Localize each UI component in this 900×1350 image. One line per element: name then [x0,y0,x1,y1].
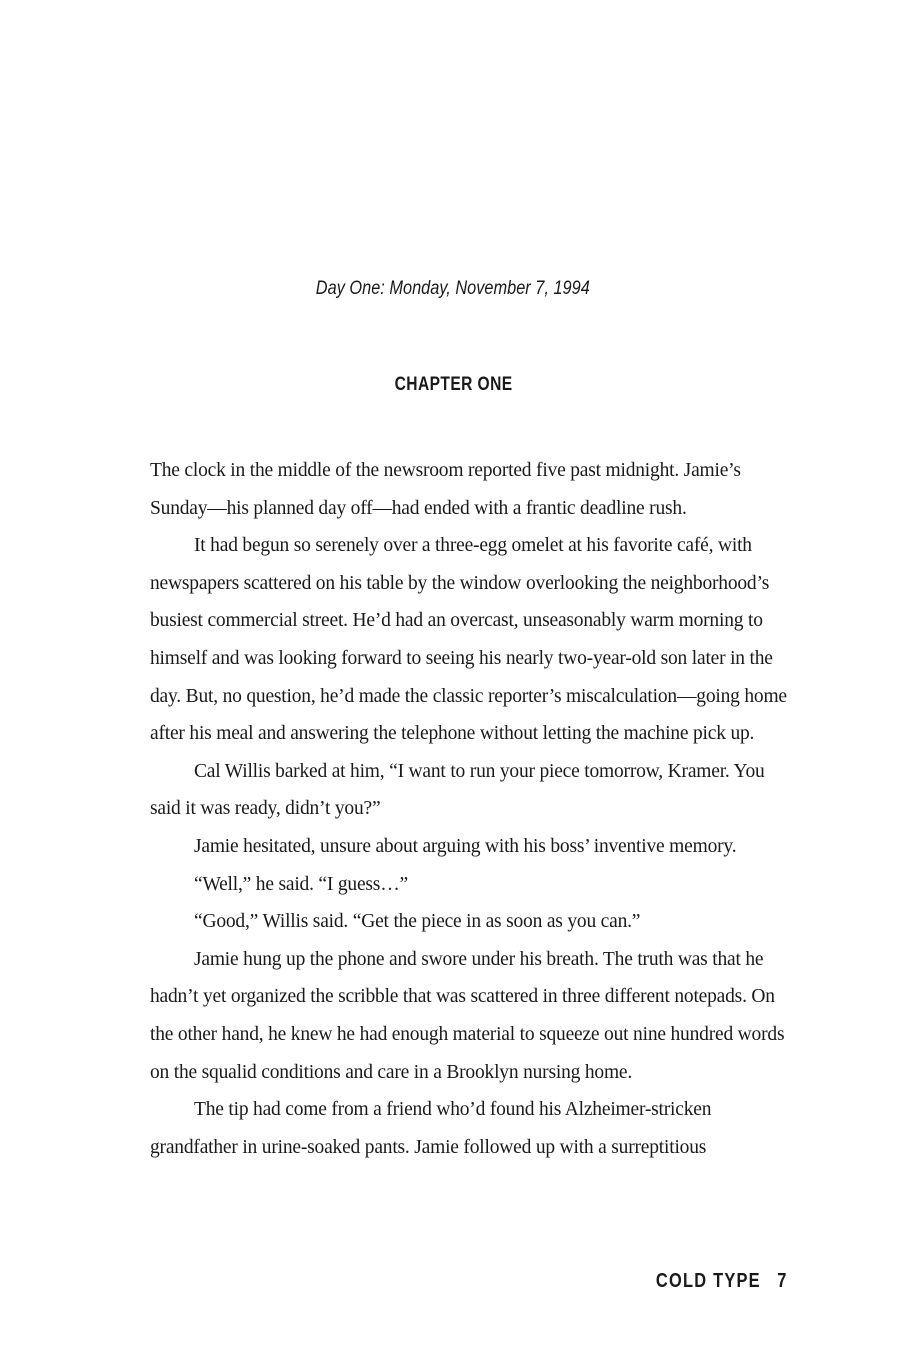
running-title: COLD TYPE [656,1270,762,1292]
paragraph: “Well,” he said. “I guess…” [194,873,408,895]
chapter-heading: CHAPTER ONE [394,374,513,395]
paragraph: Cal Willis barked at him, “I want to run your piece tomorrow, Kramer. You said it was ready, didn’t you?” [150,760,765,820]
paragraph: Jamie hesitated, unsure about arguing with his boss’ inventive memory. [194,835,737,857]
paragraph: The tip had come from a friend who’d found his Alzheimer-stricken grandfather in urine-soaked pants. Jamie followed up with a surreptitious [150,1099,712,1158]
page-footer [656,1270,788,1293]
paragraph: The clock in the middle of the newsroom reported five past midnight. Jamie’s Sunday—his planned day off—had ended with a frantic deadline rush. [150,460,741,519]
paragraph: It had begun so serenely over a three-egg omelet at his favorite café, with newspapers scattered on his table by the window overlooking the neighborhood’s busiest commercial street. He’d had an overcast, unseasonably warm morning to himself and was looking forward to seeing his nearly two-year-old son later in the day. But, no question, he’d made the classic reporter’s miscalculation—going home after his meal and answering the telephone without letting the machine pick up. [150,535,787,745]
paragraph: “Good,” Willis said. “Get the piece in as soon as you can.” [194,911,641,933]
page-number: 7 [777,1270,788,1292]
chapter-body [150,452,795,1166]
paragraph: Jamie hung up the phone and swore under his breath. The truth was that he hadn’t yet organized the scribble that was scattered in three different notepads. On the other hand, he knew he had enough material to squeeze out nine hundred words on the squalid conditions and care in a Brooklyn nursing home. [150,948,785,1083]
part-heading: Day One: Monday, November 7, 1994 [315,278,590,299]
